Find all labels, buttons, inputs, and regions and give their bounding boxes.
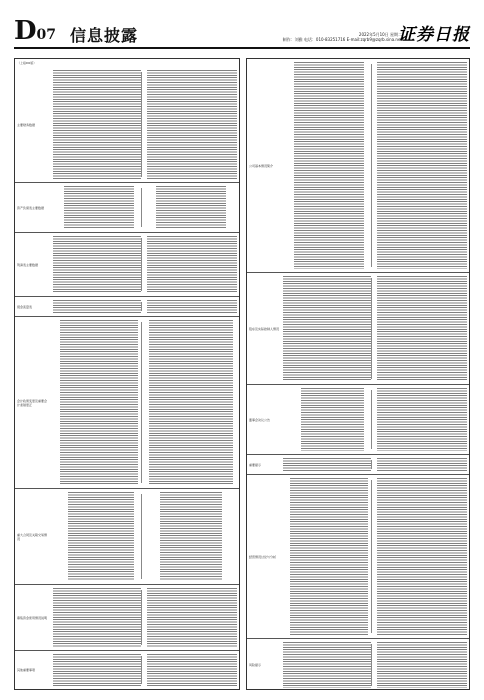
table-row <box>15 233 239 297</box>
row-label: 董事会决议公告 <box>249 417 271 422</box>
text-block <box>377 276 467 381</box>
row-body <box>283 458 467 471</box>
row-label: 公司基本情况简介 <box>249 163 274 168</box>
row-body <box>53 186 237 229</box>
contact-line: 制作：刘雅 电话：010-83251716 E-mail:zqrb9@zqrb.sina.net <box>282 37 402 42</box>
text-block <box>147 70 237 179</box>
text-block <box>53 236 141 293</box>
row-label: 募集资金使用情况说明 <box>17 615 48 620</box>
page-code <box>14 18 56 48</box>
row-label: 股东及实际控制人情况 <box>249 326 280 331</box>
text-block <box>283 276 371 381</box>
date-line: 2022年5月10日 星期二 <box>358 32 402 37</box>
text-block <box>283 458 371 471</box>
text-block <box>377 642 467 688</box>
table-row <box>15 317 239 489</box>
text-block <box>160 492 223 581</box>
section-title: 信息披露 <box>70 26 139 45</box>
column-divider <box>141 656 142 684</box>
text-block <box>149 320 234 485</box>
text-block <box>53 300 141 313</box>
table-row <box>247 385 469 455</box>
row-body <box>283 276 467 381</box>
row-body <box>53 492 237 581</box>
table-row <box>15 183 239 233</box>
text-block <box>147 300 237 313</box>
masthead-rule <box>14 47 470 49</box>
column-divider <box>371 278 372 379</box>
text-block <box>64 186 134 229</box>
row-label: 资产负债表主要数据 <box>17 205 45 210</box>
text-block <box>301 388 364 451</box>
row-label: 主要财务数据 <box>17 122 36 127</box>
page-letter: D <box>14 16 37 46</box>
continued-note: （上接D6版） <box>17 61 37 65</box>
row-body <box>283 478 467 635</box>
column-divider <box>141 238 142 291</box>
column-divider <box>371 64 372 267</box>
table-row <box>247 59 469 273</box>
column-divider <box>141 590 142 645</box>
row-label: 会计政策变更及重要会计差错更正 <box>17 398 48 407</box>
table-row <box>247 475 469 639</box>
text-block <box>377 62 467 269</box>
text-block <box>60 320 137 485</box>
table-row <box>15 651 239 689</box>
row-body <box>53 320 237 485</box>
table-row <box>15 585 239 651</box>
row-body <box>53 300 237 313</box>
column-divider <box>141 494 142 579</box>
column-divider <box>141 322 142 483</box>
row-label: 利润表主要数据 <box>17 262 39 267</box>
text-block <box>294 62 364 269</box>
column-divider <box>371 644 372 686</box>
row-body <box>283 62 467 269</box>
text-block <box>147 588 237 647</box>
text-block <box>377 458 467 471</box>
row-label: 重要提示 <box>249 462 262 467</box>
column-divider <box>141 188 142 227</box>
table-row <box>247 639 469 691</box>
text-block <box>53 654 141 686</box>
text-block <box>377 388 467 451</box>
table-row <box>15 67 239 183</box>
row-label: 风险提示 <box>249 663 262 667</box>
table-row <box>15 489 239 585</box>
right-column <box>246 58 470 690</box>
column-divider <box>141 72 142 177</box>
masthead-meta <box>283 32 402 42</box>
column-divider <box>371 480 372 633</box>
text-block <box>283 642 371 688</box>
row-label: 经营情况讨论与分析 <box>249 554 277 559</box>
page-number: 07 <box>36 27 57 43</box>
column-divider <box>371 390 372 449</box>
column-divider <box>371 460 372 469</box>
text-block <box>53 70 141 179</box>
text-block <box>147 654 237 686</box>
row-body <box>53 70 237 179</box>
row-body <box>53 588 237 647</box>
left-column <box>14 58 240 690</box>
row-body <box>283 642 467 688</box>
text-block <box>147 236 237 293</box>
newspaper-logo: 证券日报 <box>398 25 470 45</box>
row-label: 现金流量表 <box>17 304 33 309</box>
text-block <box>377 478 467 635</box>
row-body <box>53 654 237 686</box>
table-row <box>247 455 469 475</box>
row-body <box>283 388 467 451</box>
text-block <box>290 478 367 635</box>
text-block <box>53 588 141 647</box>
row-label: 其他重要事项 <box>17 668 36 672</box>
column-divider <box>141 302 142 311</box>
text-block <box>68 492 134 581</box>
table-row <box>15 297 239 317</box>
table-row <box>247 273 469 385</box>
row-label: 重大合同及关联交易情况 <box>17 532 48 541</box>
text-block <box>156 186 226 229</box>
row-body <box>53 236 237 293</box>
